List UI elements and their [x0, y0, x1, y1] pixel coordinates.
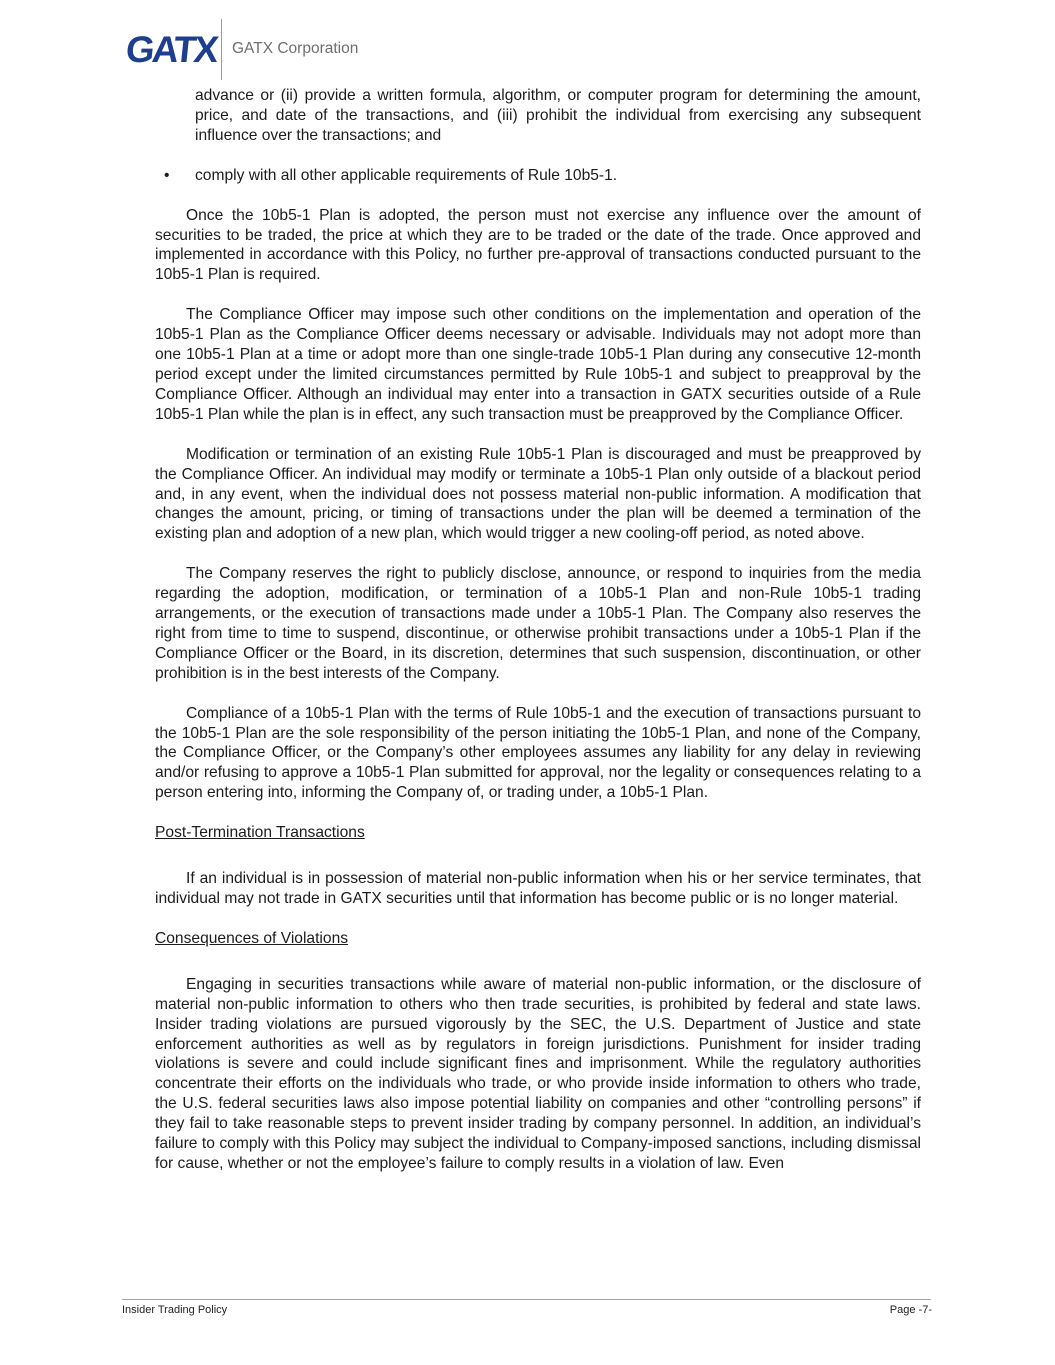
- gatx-logo-mark: GATX: [123, 29, 219, 70]
- heading-post-termination: Post-Termination Transactions: [155, 824, 365, 842]
- paragraph-compliance-responsibility: Compliance of a 10b5-1 Plan with the terms of Rule 10b5-1 and the execution of transactions pursuant to the 10b5-1 Plan are the sole responsibility of the person initiating the 10b5-1 Plan, and none of the Company, the Compliance Officer, or the Company’s other employees assumes any liability for any delay in reviewing and/or refusing to approve a 10b5-1 Plan submitted for approval, nor the legality or consequences relating to a person entering into, informing the Company of, or trading under, a 10b5-1 Plan.: [155, 704, 921, 802]
- bullet-item: [155, 166, 921, 186]
- heading-consequences: Consequences of Violations: [155, 929, 349, 947]
- bullet-text: comply with all other applicable requirements of Rule 10b5-1.: [195, 166, 618, 184]
- continued-paragraph: advance or (ii) provide a written formula, algorithm, or computer program for determining the amount, price, and date of the transactions, and (iii) prohibit the individual from exercising any subsequent influence over the transactions; and: [195, 87, 921, 144]
- paragraph-post-termination: If an individual is in possession of material non-public information when his or her service terminates, that individual may not trade in GATX securities until that information has become public or is no longer material.: [155, 870, 921, 907]
- paragraph-company-disclosure: The Company reserves the right to publicly disclose, announce, or respond to inquiries from the media regarding the adoption, modification, or termination of a 10b5-1 Plan and non-Rule 10b5-1 trading arrangements, or the execution of transactions made under a 10b5-1 Plan. The Company also reserves the right from time to time to suspend, discontinue, or otherwise prohibit transactions under a 10b5-1 Plan if the Compliance Officer or the Board, in its discretion, determines that such suspension, discontinuation, or other prohibition is in the best interests of the Company.: [155, 565, 921, 682]
- paragraph-compliance-conditions: The Compliance Officer may impose such other conditions on the implementation and operation of the 10b5-1 Plan as the Compliance Officer deems necessary or advisable. Individuals may not adopt more than one 10b5-1 Plan at a time or adopt more than one single-trade 10b5-1 Plan during any consecutive 12-month period except under the limited circumstances permitted by Rule 10b5-1 and subject to preapproval by the Compliance Officer. Although an individual may enter into a transaction in GATX securities outside of a Rule 10b5-1 Plan while the plan is in effect, any such transaction must be preapproved by the Compliance Officer.: [155, 306, 921, 423]
- footer-document-title: Insider Trading Policy: [122, 1304, 228, 1316]
- footer-rule: [122, 1299, 931, 1300]
- paragraph-plan-adopted: Once the 10b5-1 Plan is adopted, the person must not exercise any influence over the amount of securities to be traded, the price at which they are to be traded or the date of the trade. Once approved and implemented in accordance with this Policy, no further pre-approval of transactions conducted pursuant to the 10b5-1 Plan is required.: [155, 206, 921, 284]
- logo-divider: [221, 19, 222, 80]
- paragraph-modification-termination: Modification or termination of an existing Rule 10b5-1 Plan is discouraged and must be preapproved by the Compliance Officer. An individual may modify or terminate a 10b5-1 Plan only outside of a blackout period and, in any event, when the individual does not possess material non-public information. A modification that changes the amount, pricing, or timing of transactions under the plan will be deemed a termination of the existing plan and adoption of a new plan, which would trigger a new cooling-off period, as noted above.: [155, 445, 921, 543]
- company-name: GATX Corporation: [232, 40, 359, 57]
- footer-page-number: Page -7-: [889, 1304, 932, 1316]
- document-body: [155, 86, 921, 1174]
- paragraph-consequences: Engaging in securities transactions while aware of material non-public information, or the disclosure of material non-public information to others who then trade securities, is prohibited by federal and state laws. Insider trading violations are pursued vigorously by the SEC, the U.S. Department of Justice and state enforcement authorities as well as by regulators in foreign jurisdictions. Punishment for insider trading violations is severe and could include significant fines and imprisonment. While the regulatory authorities concentrate their efforts on the individuals who trade, or who provide inside information to others who trade, the U.S. federal securities laws also impose potential liability on companies and other “controlling persons” if they fail to take reasonable steps to prevent insider trading by company personnel. In addition, an individual’s failure to comply with this Policy may subject the individual to Company-imposed sanctions, including dismissal for cause, whether or not the employee’s failure to comply results in a violation of law. Even: [155, 975, 921, 1172]
- bullet-symbol: •: [164, 166, 170, 184]
